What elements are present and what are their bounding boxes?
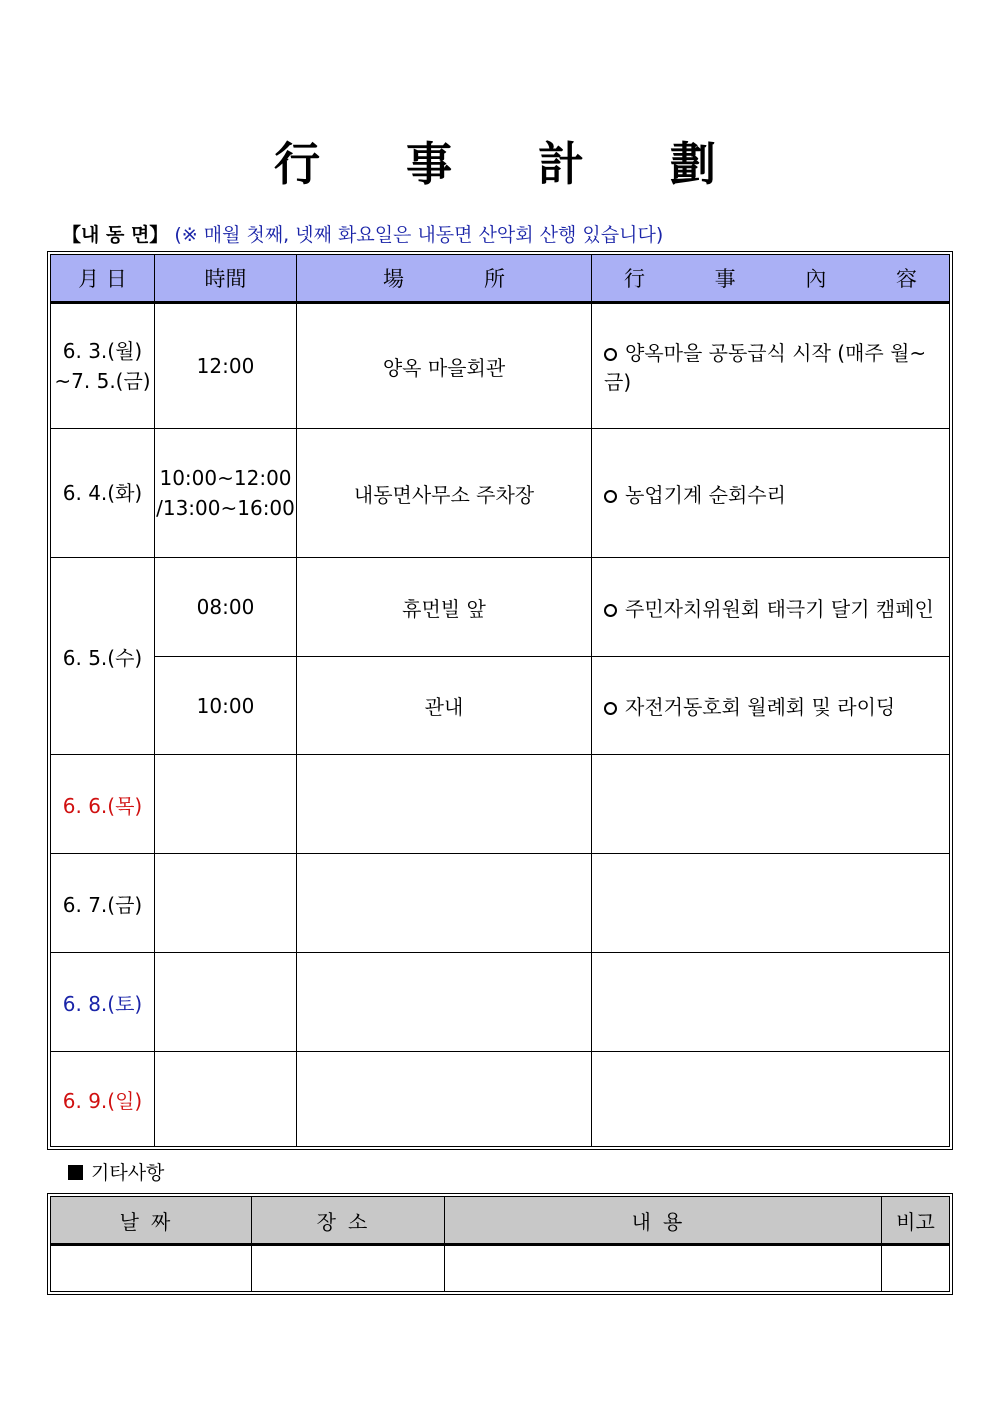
schedule-table [50, 254, 950, 1147]
place-cell: 내동면사무소 주차장 [297, 429, 592, 558]
date-cell [51, 303, 155, 429]
place-cell: 관내 [297, 657, 592, 755]
table-row [51, 953, 950, 1052]
date-cell: 6. 9.(일) [51, 1052, 155, 1147]
content-cell [592, 558, 950, 657]
header-place-char: 所 [484, 267, 505, 291]
etc-section-label [68, 1158, 164, 1185]
table-row [51, 755, 950, 854]
etc-date-cell [51, 1245, 252, 1292]
date-cell: 6. 4.(화) [51, 429, 155, 558]
title-char: 計 [538, 137, 586, 191]
etc-label-text: 기타사항 [91, 1162, 165, 1184]
header-place-char: 場 [383, 267, 404, 291]
content-cell [592, 755, 950, 854]
content-cell [592, 429, 950, 558]
time-cell [155, 854, 297, 953]
etc-header-row [51, 1197, 950, 1245]
content-cell [592, 1052, 950, 1147]
etc-place-cell [252, 1245, 445, 1292]
header-place [297, 255, 592, 303]
date-cell: 6. 5.(수) [51, 558, 155, 755]
etc-table [50, 1196, 950, 1292]
time-cell [155, 953, 297, 1052]
header-content-char: 內 [805, 267, 858, 291]
circle-bullet-icon [604, 490, 617, 503]
table-row [51, 854, 950, 953]
content-text: 주민자치위원회 태극기 달기 캠페인 [625, 596, 934, 621]
header-content [592, 255, 950, 303]
circle-bullet-icon [604, 702, 617, 715]
content-text: 농업기계 순회수리 [625, 482, 786, 507]
time-line: 10:00~12:00 [159, 466, 292, 490]
title-char: 事 [406, 137, 454, 191]
header-time: 時間 [155, 255, 297, 303]
content-text: 자전거동호회 월례회 및 라이딩 [625, 695, 896, 719]
etc-header-date: 날짜 [51, 1197, 252, 1245]
time-cell [155, 429, 297, 558]
time-line: /13:00~16:00 [156, 496, 295, 520]
place-cell [297, 1052, 592, 1147]
date-cell: 6. 6.(목) [51, 755, 155, 854]
table-row [51, 303, 950, 429]
hiking-note: (※ 매월 첫째, 넷째 화요일은 내동면 산악회 산행 있습니다) [174, 224, 664, 246]
header-content-char: 事 [714, 267, 768, 291]
place-cell [297, 755, 592, 854]
header-content-char: 行 [624, 267, 677, 291]
schedule-table-frame [47, 251, 953, 1150]
place-cell [297, 854, 592, 953]
etc-content-cell [445, 1245, 882, 1292]
etc-header-remark: 비고 [882, 1197, 950, 1245]
time-cell [155, 1052, 297, 1147]
time-cell: 08:00 [155, 558, 297, 657]
page-title [0, 128, 992, 194]
table-row [51, 558, 950, 657]
time-cell: 10:00 [155, 657, 297, 755]
content-text: 양옥마을 공동급식 시작 (매주 월~금) [604, 341, 927, 394]
table-header-row [51, 255, 950, 303]
header-content-char: 容 [896, 267, 918, 291]
content-cell [592, 953, 950, 1052]
time-cell [155, 755, 297, 854]
content-cell [592, 303, 950, 429]
table-row [51, 657, 950, 755]
date-line: 6. 3.(월) [62, 339, 143, 363]
table-row [51, 1052, 950, 1147]
time-cell: 12:00 [155, 303, 297, 429]
circle-bullet-icon [604, 604, 617, 617]
date-cell: 6. 8.(토) [51, 953, 155, 1052]
header-date: 月 日 [51, 255, 155, 303]
place-cell [297, 953, 592, 1052]
circle-bullet-icon [604, 348, 617, 361]
date-line: ~7. 5.(금) [54, 369, 151, 393]
content-cell [592, 854, 950, 953]
content-cell [592, 657, 950, 755]
title-char: 劃 [670, 137, 718, 191]
department-label: 【내 동 면】 [62, 224, 169, 246]
table-row [51, 429, 950, 558]
etc-header-content: 내용 [445, 1197, 882, 1245]
black-square-icon [68, 1165, 83, 1180]
place-cell: 양옥 마을회관 [297, 303, 592, 429]
etc-table-frame [47, 1193, 953, 1295]
etc-remark-cell [882, 1245, 950, 1292]
title-char: 行 [274, 137, 322, 191]
subheading [62, 220, 663, 247]
etc-header-place: 장소 [252, 1197, 445, 1245]
place-cell: 휴먼빌 앞 [297, 558, 592, 657]
etc-row [51, 1245, 950, 1292]
date-cell: 6. 7.(금) [51, 854, 155, 953]
